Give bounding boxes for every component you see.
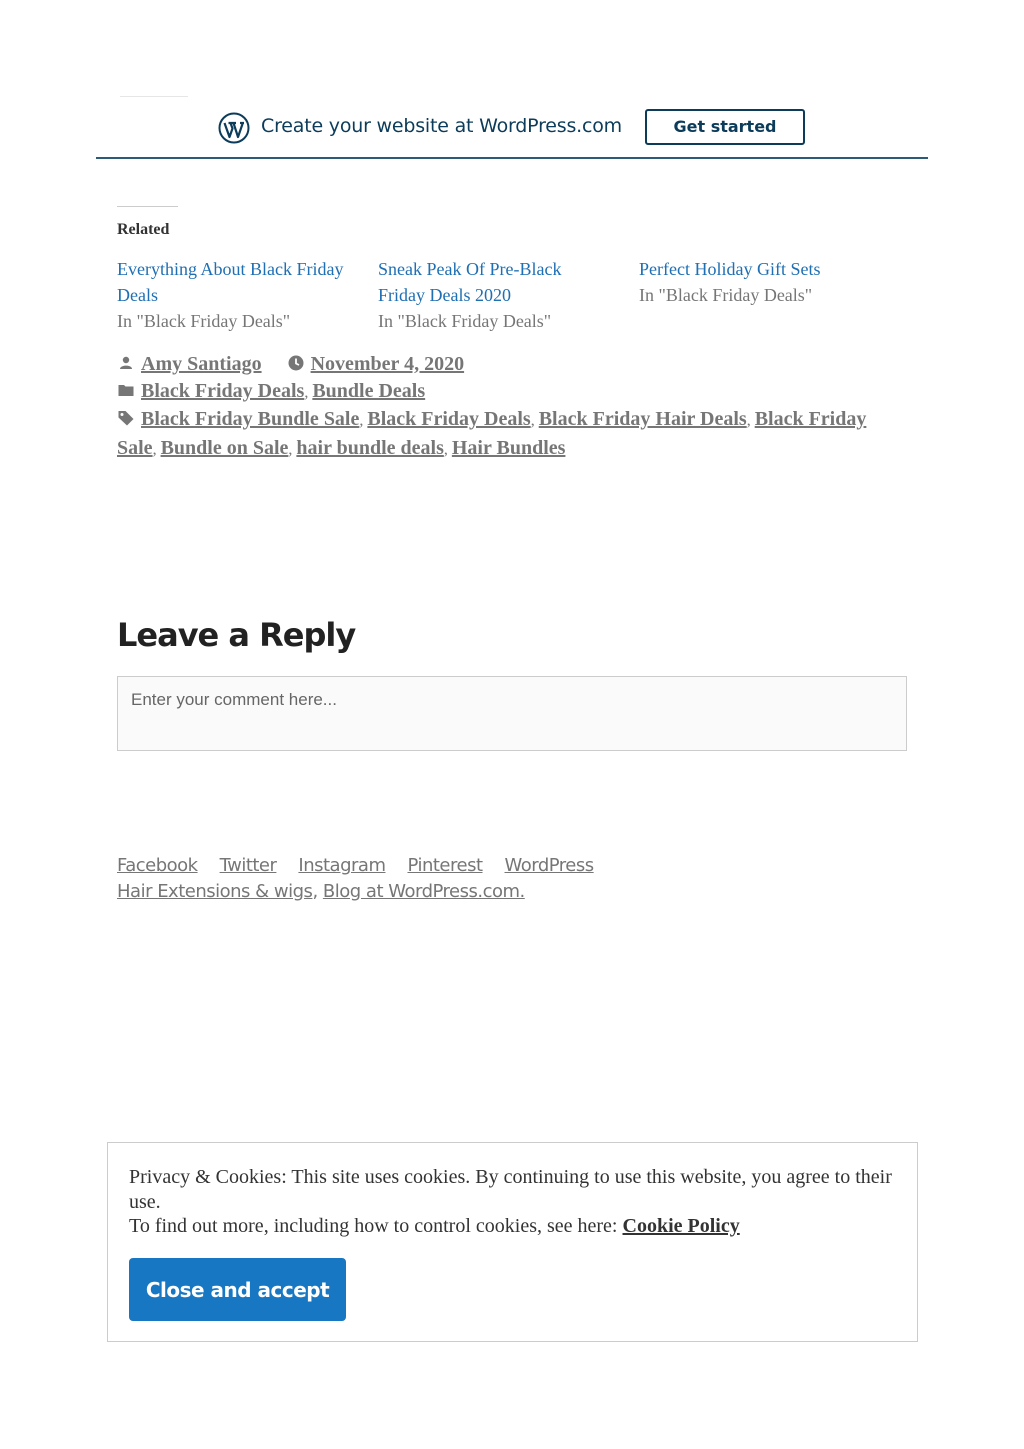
clock-icon: [287, 354, 305, 372]
pinterest-link[interactable]: Pinterest: [407, 855, 483, 876]
cookie-more-text: To find out more, including how to control cookies, see here:: [129, 1215, 618, 1237]
cookie-more-line: [129, 1214, 899, 1239]
wordpress-logo-icon[interactable]: [218, 112, 250, 144]
cookie-text: [129, 1165, 899, 1239]
related-divider: [117, 206, 178, 207]
tag-link[interactable]: Hair Bundles: [451, 436, 566, 459]
wordpress-link[interactable]: WordPress: [504, 855, 594, 876]
comment-input[interactable]: Enter your comment here...: [117, 676, 907, 751]
post-meta: [117, 351, 907, 463]
site-name-link[interactable]: Hair Extensions & wigs: [117, 881, 313, 902]
twitter-link[interactable]: Twitter: [219, 855, 277, 876]
related-item: [639, 256, 869, 308]
meta-tags: Black Friday Bundle Sale, Black Friday Deals, Black Friday Hair Deals, Black Friday Sale, Bundle on Sale, hair bundle deals, Hair Bundles: [117, 408, 867, 459]
author-link[interactable]: Amy Santiago: [141, 353, 262, 375]
close-and-accept-button[interactable]: Close and accept: [129, 1258, 346, 1321]
related-item-category: In "Black Friday Deals": [378, 311, 552, 331]
cookie-notice-line: Privacy & Cookies: This site uses cookies. By continuing to use this website, you agree to their use.: [129, 1166, 892, 1213]
meta-author-date: [117, 351, 907, 378]
social-links: [117, 855, 616, 876]
folder-icon: [117, 381, 135, 399]
tag-link[interactable]: Black Friday Bundle Sale: [141, 408, 360, 430]
tag-link[interactable]: Black Friday Sale: [117, 408, 867, 459]
related-item-link[interactable]: Everything About Black Friday Deals: [117, 259, 344, 305]
tag-link[interactable]: Black Friday Deals: [367, 408, 531, 430]
related-item: [117, 256, 347, 334]
site-info: [117, 881, 525, 902]
related-item: [378, 256, 608, 334]
related-item-link[interactable]: Perfect Holiday Gift Sets: [639, 259, 821, 279]
related-item-category: In "Black Friday Deals": [117, 311, 291, 331]
tag-link[interactable]: Bundle on Sale: [160, 436, 289, 459]
credit-separator: ,: [312, 881, 318, 902]
tag-link[interactable]: hair bundle deals: [296, 436, 444, 459]
banner-text[interactable]: Create your website at WordPress.com: [261, 115, 622, 137]
related-heading: Related: [117, 221, 170, 238]
top-divider: [120, 96, 188, 97]
category-link[interactable]: Black Friday Deals: [141, 379, 305, 402]
instagram-link[interactable]: Instagram: [298, 855, 386, 876]
related-item-category: In "Black Friday Deals": [639, 285, 813, 305]
cookie-banner: [107, 1142, 918, 1342]
cookie-policy-link[interactable]: Cookie Policy: [622, 1215, 740, 1237]
category-link[interactable]: Bundle Deals: [312, 379, 426, 402]
facebook-link[interactable]: Facebook: [117, 855, 198, 876]
wordpress-credit-link[interactable]: Blog at WordPress.com.: [322, 881, 525, 902]
date-link[interactable]: November 4, 2020: [310, 353, 465, 375]
meta-categories: Black Friday Deals, Bundle Deals: [117, 378, 907, 407]
tag-link[interactable]: Black Friday Hair Deals: [538, 408, 747, 430]
tag-icon: [117, 409, 135, 427]
get-started-button[interactable]: Get started: [645, 109, 805, 145]
wordpress-banner: [96, 105, 928, 159]
related-item-link[interactable]: Sneak Peak Of Pre-Black Friday Deals 2020: [378, 259, 562, 305]
reply-title: Leave a Reply: [117, 616, 356, 654]
person-icon: [117, 354, 135, 372]
